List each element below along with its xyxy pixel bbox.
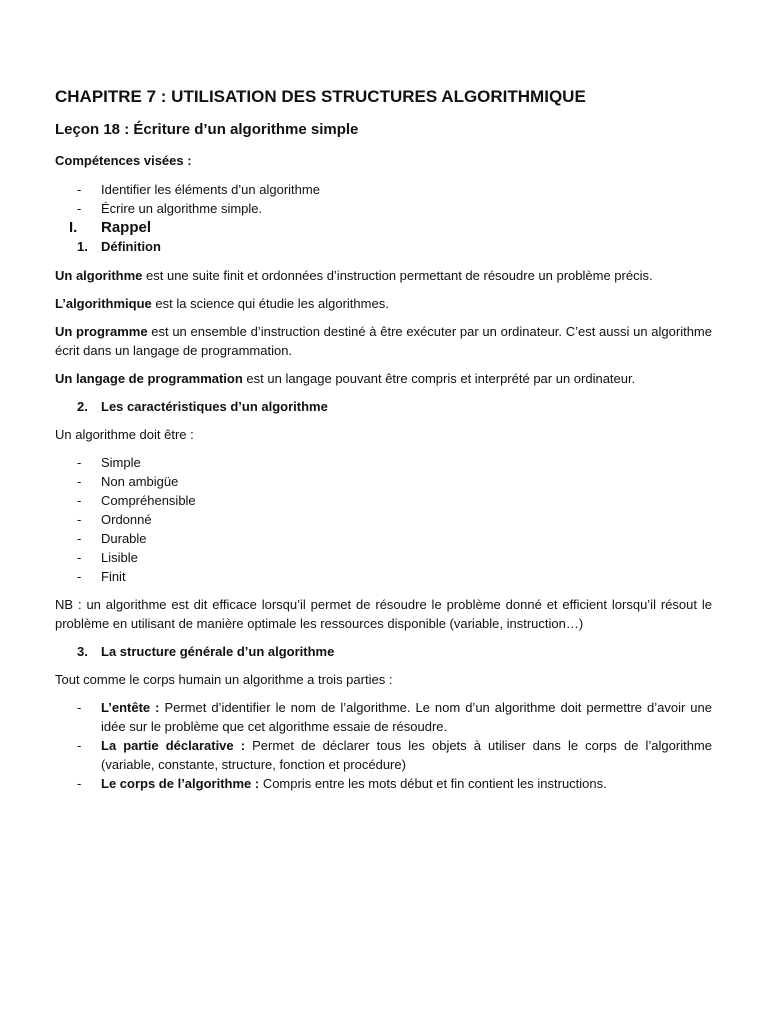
sub-heading-title: Les caractéristiques d’un algorithme bbox=[101, 399, 328, 414]
list-item bbox=[55, 199, 712, 218]
sub-heading-number: 3. bbox=[77, 644, 88, 659]
definition-term: L’algorithmique bbox=[55, 296, 152, 311]
structure-term: La partie déclarative : bbox=[101, 738, 246, 753]
dash-bullet: - bbox=[77, 182, 82, 197]
definition-paragraph bbox=[55, 266, 712, 285]
list-item-text: Écrire un algorithme simple. bbox=[101, 201, 263, 216]
structure-text: Permet de déclarer tous les objets à utiliser dans le corps de l’algorithme (variable, constante, structure, fonction et procédure) bbox=[101, 738, 712, 772]
list-item-text: Non ambigüe bbox=[101, 474, 179, 489]
sub-heading-number: 2. bbox=[77, 399, 88, 414]
list-item bbox=[55, 736, 712, 774]
list-item bbox=[55, 567, 712, 586]
competences-list bbox=[55, 180, 712, 218]
sub-heading-number: 1. bbox=[77, 239, 88, 254]
list-item-text: Ordonné bbox=[101, 512, 152, 527]
chapter-title: CHAPITRE 7 : UTILISATION DES STRUCTURES ALGORITHMIQUE bbox=[55, 87, 586, 106]
structure-term: Le corps de l’algorithme : bbox=[101, 776, 260, 791]
section-heading-rappel bbox=[55, 218, 712, 237]
dash-bullet: - bbox=[77, 776, 82, 791]
definition-text: est une suite finit et ordonnées d’instruction permettant de résoudre un problème précis. bbox=[142, 268, 653, 283]
definition-text: est un ensemble d’instruction destiné à être exécuter par un ordinateur. C’est aussi un algorithme écrit dans un langage de programmation. bbox=[55, 324, 712, 358]
structure-text: Compris entre les mots début et fin contient les instructions. bbox=[259, 776, 607, 791]
list-item bbox=[55, 529, 712, 548]
list-item bbox=[55, 491, 712, 510]
definition-term: Un programme bbox=[55, 324, 148, 339]
list-item bbox=[55, 698, 712, 736]
dash-bullet: - bbox=[77, 455, 82, 470]
lesson-title: Leçon 18 : Écriture d’un algorithme simple bbox=[55, 121, 359, 138]
structure-term: L’entête : bbox=[101, 700, 160, 715]
definition-text: est un langage pouvant être compris et interprété par un ordinateur. bbox=[242, 371, 636, 386]
list-item bbox=[55, 510, 712, 529]
list-item bbox=[55, 548, 712, 567]
caracteristiques-intro: Un algorithme doit être : bbox=[55, 427, 194, 442]
definition-paragraph bbox=[55, 294, 712, 313]
sub-heading-title: La structure générale d’un algorithme bbox=[101, 644, 335, 659]
list-item bbox=[55, 472, 712, 491]
sub-heading-title: Définition bbox=[101, 239, 161, 254]
list-item-text: Identifier les éléments d’un algorithme bbox=[101, 182, 320, 197]
dash-bullet: - bbox=[77, 531, 82, 546]
document-page bbox=[55, 86, 712, 793]
list-item-text: Lisible bbox=[101, 550, 138, 565]
list-item-text: Finit bbox=[101, 569, 126, 584]
dash-bullet: - bbox=[77, 493, 82, 508]
sub-heading-definition bbox=[55, 237, 712, 256]
list-item-text: Compréhensible bbox=[101, 493, 196, 508]
dash-bullet: - bbox=[77, 201, 82, 216]
definition-term: Un langage de programmation bbox=[55, 371, 243, 386]
definition-paragraph bbox=[55, 369, 712, 388]
caracteristiques-list bbox=[55, 453, 712, 586]
dash-bullet: - bbox=[77, 550, 82, 565]
sub-heading-structure bbox=[55, 642, 712, 661]
competences-label: Compétences visées : bbox=[55, 153, 192, 168]
list-item bbox=[55, 453, 712, 472]
dash-bullet: - bbox=[77, 569, 82, 584]
nb-note: NB : un algorithme est dit efficace lorsqu’il permet de résoudre le problème donné et efficient lorsqu’il résout le problème en utilisant de manière optimale les ressources disponible (variable, instruction…) bbox=[55, 597, 712, 631]
list-item-text: Durable bbox=[101, 531, 147, 546]
section-title: Rappel bbox=[101, 219, 152, 236]
structure-text: Permet d’identifier le nom de l’algorithme. Le nom d’un algorithme doit permettre d’avoir une idée sur le problème que cet algorithme essaie de résoudre. bbox=[101, 700, 712, 734]
sub-heading-caracteristiques bbox=[55, 397, 712, 416]
structure-list bbox=[55, 698, 712, 793]
definition-text: est la science qui étudie les algorithmes. bbox=[151, 296, 389, 311]
dash-bullet: - bbox=[77, 700, 82, 715]
list-item bbox=[55, 774, 712, 793]
definition-term: Un algorithme bbox=[55, 268, 143, 283]
definition-paragraph bbox=[55, 322, 712, 360]
structure-intro: Tout comme le corps humain un algorithme a trois parties : bbox=[55, 672, 393, 687]
dash-bullet: - bbox=[77, 512, 82, 527]
section-number: I. bbox=[69, 219, 78, 236]
list-item bbox=[55, 180, 712, 199]
dash-bullet: - bbox=[77, 474, 82, 489]
list-item-text: Simple bbox=[101, 455, 141, 470]
dash-bullet: - bbox=[77, 738, 82, 753]
